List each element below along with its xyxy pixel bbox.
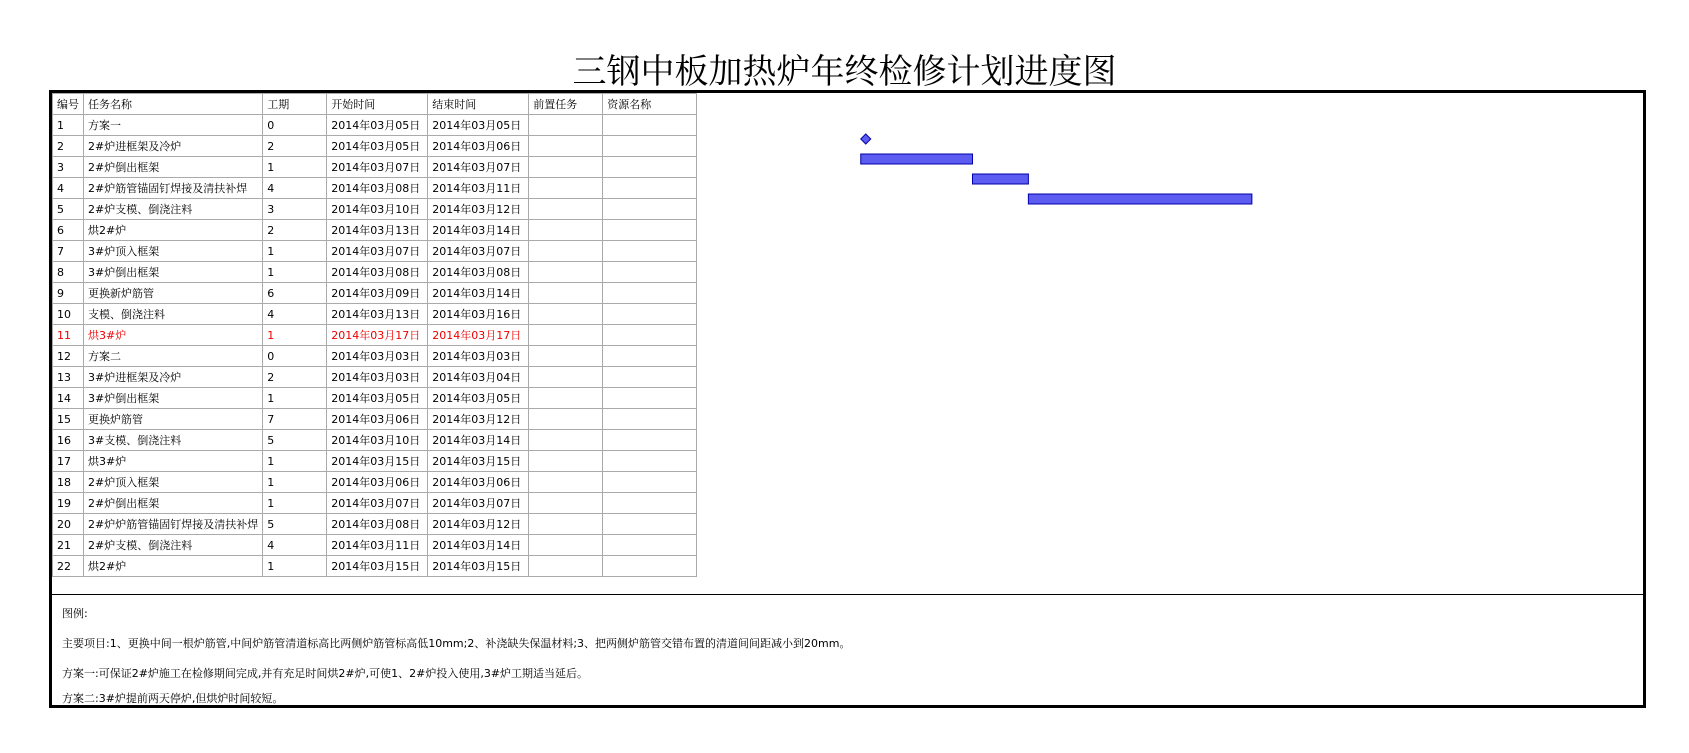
table-cell: 2	[263, 220, 327, 241]
table-cell: 2014年03月05日	[327, 136, 428, 157]
table-cell	[603, 493, 697, 514]
table-cell: 1	[263, 556, 327, 577]
table-cell: 方案一	[84, 115, 263, 136]
table-cell: 2014年03月08日	[428, 262, 529, 283]
table-row	[53, 178, 697, 199]
table-cell: 2014年03月16日	[428, 304, 529, 325]
table-cell: 15	[53, 409, 84, 430]
table-cell: 1	[263, 262, 327, 283]
table-row	[53, 409, 697, 430]
table-cell: 2#炉倒出框架	[84, 157, 263, 178]
table-cell	[529, 262, 603, 283]
table-cell: 2014年03月08日	[327, 178, 428, 199]
table-cell: 2014年03月05日	[428, 388, 529, 409]
table-cell	[603, 556, 697, 577]
table-cell	[603, 199, 697, 220]
table-cell: 2014年03月03日	[327, 367, 428, 388]
table-cell	[603, 472, 697, 493]
table-cell: 2#炉支模、倒浇注料	[84, 199, 263, 220]
table-header-row: 编号 任务名称 工期 开始时间 结束时间 前置任务 资源名称	[53, 94, 697, 115]
table-cell	[603, 535, 697, 556]
table-cell: 7	[53, 241, 84, 262]
table-cell: 2014年03月12日	[428, 409, 529, 430]
table-cell: 2014年03月04日	[428, 367, 529, 388]
table-cell: 2014年03月09日	[327, 283, 428, 304]
table-cell: 5	[263, 430, 327, 451]
table-cell: 2014年03月05日	[327, 388, 428, 409]
task-table	[52, 93, 697, 577]
table-cell: 2014年03月08日	[327, 262, 428, 283]
table-cell: 6	[53, 220, 84, 241]
table-cell: 烘3#炉	[84, 325, 263, 346]
table-cell	[529, 178, 603, 199]
table-cell: 2014年03月07日	[327, 241, 428, 262]
table-cell: 1	[53, 115, 84, 136]
table-cell	[603, 178, 697, 199]
table-cell: 2#炉支模、倒浇注料	[84, 535, 263, 556]
table-row	[53, 115, 697, 136]
table-cell: 3#炉顶入框架	[84, 241, 263, 262]
table-row	[53, 346, 697, 367]
table-cell	[603, 367, 697, 388]
table-cell	[529, 346, 603, 367]
table-cell: 2#炉倒出框架	[84, 493, 263, 514]
table-row	[53, 493, 697, 514]
table-cell	[603, 136, 697, 157]
table-cell	[529, 367, 603, 388]
table-cell: 1	[263, 493, 327, 514]
table-cell: 0	[263, 115, 327, 136]
table-cell: 8	[53, 262, 84, 283]
table-row	[53, 514, 697, 535]
table-cell	[603, 325, 697, 346]
table-row	[53, 283, 697, 304]
page-title: 三钢中板加热炉年终检修计划进度图	[572, 52, 1117, 92]
table-cell: 4	[263, 535, 327, 556]
table-cell: 2014年03月15日	[327, 556, 428, 577]
table-row	[53, 325, 697, 346]
table-cell: 2014年03月06日	[428, 136, 529, 157]
note: 方案二:3#炉提前两天停炉,但烘炉时间较短。	[62, 692, 284, 705]
table-cell: 2014年03月06日	[327, 472, 428, 493]
table-cell: 5	[53, 199, 84, 220]
table-cell: 2014年03月15日	[428, 556, 529, 577]
table-cell: 2014年03月13日	[327, 304, 428, 325]
table-cell: 2014年03月17日	[428, 325, 529, 346]
table-cell: 支模、倒浇注料	[84, 304, 263, 325]
table-cell: 0	[263, 346, 327, 367]
table-cell: 21	[53, 535, 84, 556]
table-row	[53, 556, 697, 577]
table-cell: 2014年03月06日	[327, 409, 428, 430]
table-cell: 2014年03月12日	[428, 199, 529, 220]
table-cell: 1	[263, 157, 327, 178]
table-cell: 3#炉倒出框架	[84, 388, 263, 409]
table-cell	[603, 115, 697, 136]
table-cell: 2#炉进框架及冷炉	[84, 136, 263, 157]
table-cell: 4	[263, 178, 327, 199]
table-row	[53, 199, 697, 220]
note: 主要项目:1、更换中间一根炉筋管,中间炉筋管清道标高比两侧炉筋管标高低10mm;2、补浇缺失保温材料;3、把两侧炉筋管交错布置的清道间间距减小到20mm。	[62, 637, 851, 650]
table-cell: 2#炉炉筋管锚固钉焊接及清扶补焊	[84, 514, 263, 535]
table-cell: 1	[263, 451, 327, 472]
table-row	[53, 157, 697, 178]
table-cell	[529, 136, 603, 157]
table-cell: 2014年03月15日	[428, 451, 529, 472]
table-cell	[529, 325, 603, 346]
table-cell: 2014年03月14日	[428, 220, 529, 241]
table-cell	[603, 346, 697, 367]
legend-label: 图例:	[62, 607, 88, 620]
table-cell: 3#炉倒出框架	[84, 262, 263, 283]
table-cell	[529, 493, 603, 514]
table-cell: 2014年03月17日	[327, 325, 428, 346]
table-cell: 更换炉筋管	[84, 409, 263, 430]
table-cell	[529, 472, 603, 493]
table-cell: 13	[53, 367, 84, 388]
table-cell: 2014年03月07日	[428, 493, 529, 514]
table-cell	[529, 451, 603, 472]
table-cell: 2014年03月07日	[428, 157, 529, 178]
table-cell	[529, 556, 603, 577]
table-cell: 1	[263, 472, 327, 493]
table-cell: 2014年03月13日	[327, 220, 428, 241]
table-cell: 2	[263, 136, 327, 157]
table-cell	[529, 514, 603, 535]
table-cell: 更换新炉筋管	[84, 283, 263, 304]
table-cell: 2#炉顶入框架	[84, 472, 263, 493]
table-cell: 2014年03月07日	[327, 493, 428, 514]
table-cell	[603, 430, 697, 451]
table-cell	[603, 241, 697, 262]
table-row	[53, 535, 697, 556]
table-cell: 2	[53, 136, 84, 157]
table-cell: 2014年03月05日	[327, 115, 428, 136]
table-cell	[603, 157, 697, 178]
table-cell: 2#炉筋管锚固钉焊接及清扶补焊	[84, 178, 263, 199]
table-cell: 6	[263, 283, 327, 304]
table-cell	[529, 220, 603, 241]
table-cell: 16	[53, 430, 84, 451]
table-cell	[529, 388, 603, 409]
table-cell: 烘2#炉	[84, 556, 263, 577]
table-cell: 12	[53, 346, 84, 367]
table-cell	[603, 451, 697, 472]
table-cell	[603, 409, 697, 430]
table-cell: 2014年03月03日	[327, 346, 428, 367]
table-row	[53, 241, 697, 262]
table-row	[53, 451, 697, 472]
table-cell	[603, 304, 697, 325]
table-cell: 烘3#炉	[84, 451, 263, 472]
table-cell	[603, 220, 697, 241]
table-cell: 2014年03月14日	[428, 430, 529, 451]
table-row	[53, 367, 697, 388]
table-cell	[603, 514, 697, 535]
table-row	[53, 262, 697, 283]
table-cell: 2014年03月15日	[327, 451, 428, 472]
table-cell: 2014年03月11日	[428, 178, 529, 199]
table-cell: 3	[53, 157, 84, 178]
table-cell	[529, 409, 603, 430]
table-cell: 2014年03月03日	[428, 346, 529, 367]
table-cell: 7	[263, 409, 327, 430]
table-cell	[603, 388, 697, 409]
table-cell: 2014年03月10日	[327, 199, 428, 220]
gantt-bar	[861, 134, 871, 144]
table-cell	[529, 304, 603, 325]
table-cell: 20	[53, 514, 84, 535]
table-cell	[529, 241, 603, 262]
table-cell: 18	[53, 472, 84, 493]
table-row	[53, 136, 697, 157]
table-row	[53, 220, 697, 241]
gantt-bar	[861, 154, 973, 164]
table-cell	[529, 283, 603, 304]
table-cell: 3	[263, 199, 327, 220]
table-cell	[529, 157, 603, 178]
table-cell: 2014年03月05日	[428, 115, 529, 136]
table-row	[53, 388, 697, 409]
table-cell: 4	[263, 304, 327, 325]
note: 方案一:可保证2#炉施工在检修期间完成,并有充足时间烘2#炉,可使1、2#炉投入使用,3#炉工期适当延后。	[62, 667, 589, 680]
table-row	[53, 430, 697, 451]
table-cell	[603, 262, 697, 283]
table-cell: 1	[263, 241, 327, 262]
gantt-chart	[749, 93, 1643, 593]
table-cell: 22	[53, 556, 84, 577]
table-cell: 10	[53, 304, 84, 325]
table-cell: 1	[263, 325, 327, 346]
table-cell: 2014年03月12日	[428, 514, 529, 535]
table-cell: 烘2#炉	[84, 220, 263, 241]
table-row	[53, 304, 697, 325]
table-cell	[529, 535, 603, 556]
table-cell	[529, 115, 603, 136]
table-cell: 1	[263, 388, 327, 409]
table-cell: 2014年03月07日	[428, 241, 529, 262]
table-cell: 2014年03月08日	[327, 514, 428, 535]
table-cell	[603, 283, 697, 304]
gantt-bar	[973, 174, 1029, 184]
table-cell: 2014年03月10日	[327, 430, 428, 451]
table-cell: 方案二	[84, 346, 263, 367]
gantt-bar	[1028, 194, 1252, 204]
table-cell: 3#支模、倒浇注料	[84, 430, 263, 451]
table-cell: 2014年03月11日	[327, 535, 428, 556]
table-cell: 2014年03月14日	[428, 283, 529, 304]
table-cell: 5	[263, 514, 327, 535]
table-cell: 11	[53, 325, 84, 346]
table-cell	[529, 430, 603, 451]
table-row	[53, 472, 697, 493]
table-cell: 19	[53, 493, 84, 514]
gantt-frame	[49, 90, 1646, 708]
table-cell: 4	[53, 178, 84, 199]
table-cell: 14	[53, 388, 84, 409]
legend	[52, 594, 1646, 708]
table-cell: 2014年03月14日	[428, 535, 529, 556]
table-cell: 2	[263, 367, 327, 388]
table-cell: 17	[53, 451, 84, 472]
table-cell: 2014年03月06日	[428, 472, 529, 493]
table-cell: 2014年03月07日	[327, 157, 428, 178]
table-cell: 3#炉进框架及冷炉	[84, 367, 263, 388]
table-cell	[529, 199, 603, 220]
table-cell: 9	[53, 283, 84, 304]
